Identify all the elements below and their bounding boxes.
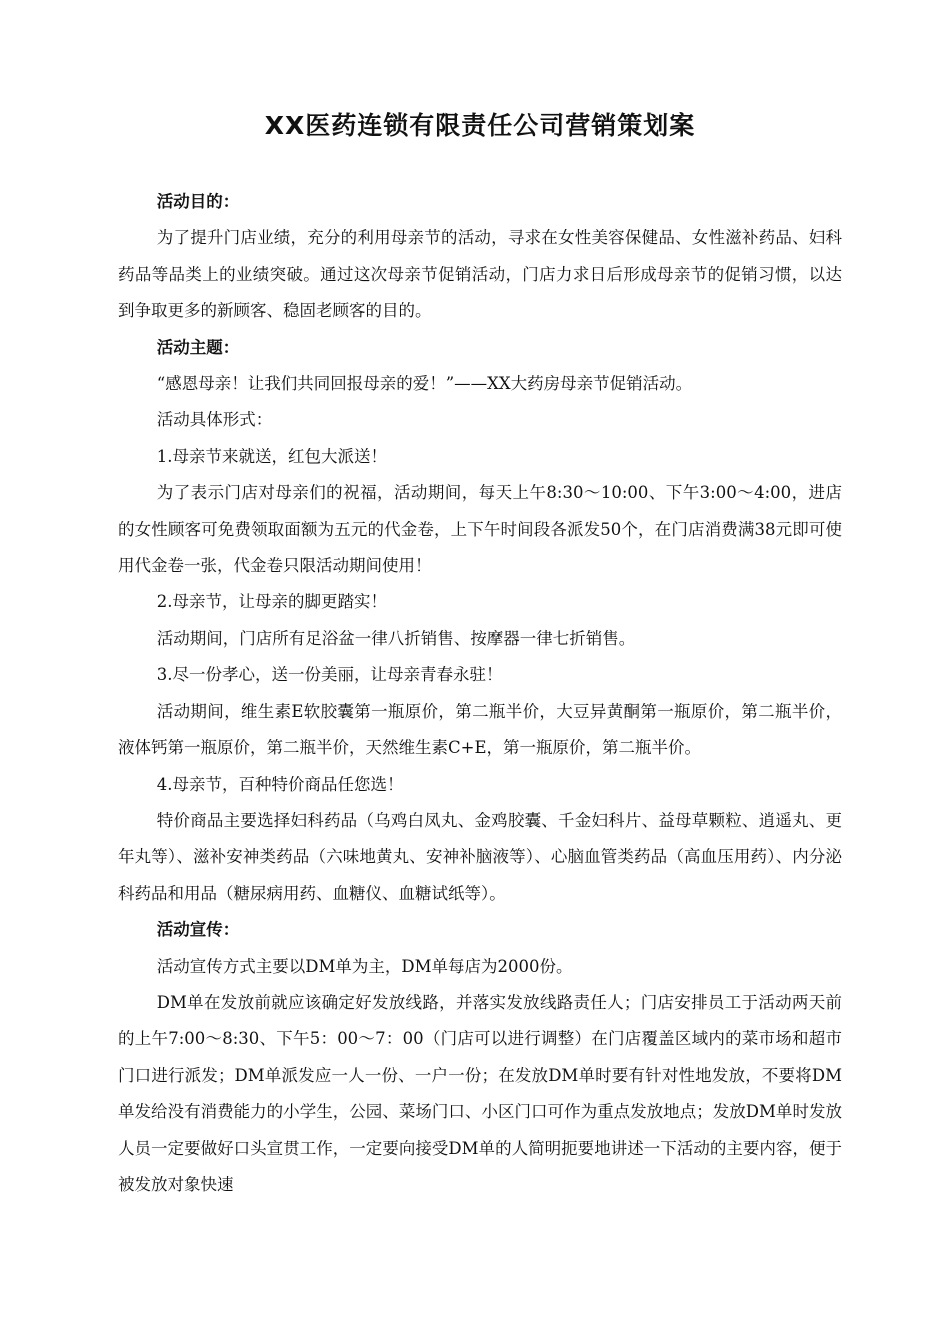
purpose-heading: 活动目的： xyxy=(156,192,240,211)
theme-heading: 活动主题： xyxy=(156,337,240,357)
item2-paragraph: 活动期间，门店所有足浴盆一律八折销售、按摩器一律七折销售。 xyxy=(156,628,636,648)
item1-paragraph: 为了表示门店对母亲们的祝福，活动期间，每天上午8:30～10:00、下午3:00～4:00，进店的女性顾客可免费领取面额为五元的代金卷，上下午时间段各派发50个，在门店消费满38元即可使用代金卷一张，代金卷只限活动期间使用！ xyxy=(118,483,842,576)
document-title: XX医药连锁有限责任公司营销策划案 xyxy=(264,111,696,140)
item3-paragraph: 活动期间，维生素E软胶囊第一瓶原价，第二瓶半价，大豆异黄酮第一瓶原价，第二瓶半价，液体钙第一瓶原价，第二瓶半价，天然维生素C+E，第一瓶原价，第二瓶半价。 xyxy=(118,701,842,758)
document-body xyxy=(118,184,842,1203)
forms-heading: 活动具体形式： xyxy=(156,410,273,430)
promo-paragraph-1: 活动宣传方式主要以DM单为主，DM单每店为2000份。 xyxy=(156,956,573,976)
item1-title: 1.母亲节来就送，红包大派送！ xyxy=(156,446,388,466)
item2-title: 2.母亲节，让母亲的脚更踏实！ xyxy=(156,592,388,612)
item3-title: 3.尽一份孝心，送一份美丽，让母亲青春永驻！ xyxy=(156,665,503,685)
promo-paragraph-2: DM单在发放前就应该确定好发放线路，并落实发放线路责任人；门店安排员工于活动两天前的上午7:00～8:30、下午5：00～7：00（门店可以进行调整）在门店覆盖区域内的菜市场和超市门口进行派发；DM单派发应一人一份、一户一份；在发放DM单时要有针对性地发放，不要将DM单发给没有消费能力的小学生，公园、菜场门口、小区门口可作为重点发放地点；发放DM单时发放人员一定要做好口头宣贯工作，一定要向接受DM单的人简明扼要地讲述一下活动的主要内容，便于被发放对象快速 xyxy=(118,992,842,1194)
item4-title: 4.母亲节，百种特价商品任您选！ xyxy=(156,774,404,794)
item4-paragraph: 特价商品主要选择妇科药品（乌鸡白凤丸、金鸡胶囊、千金妇科片、益母草颗粒、逍遥丸、更年丸等）、滋补安神类药品（六味地黄丸、安神补脑液等）、心脑血管类药品（高血压用药）、内分泌科药品和用品（糖尿病用药、血糖仪、血糖试纸等）。 xyxy=(118,810,842,903)
theme-paragraph: “感恩母亲！让我们共同回报母亲的爱！”——XX大药房母亲节促销活动。 xyxy=(156,374,693,394)
promo-heading: 活动宣传： xyxy=(156,920,240,940)
purpose-paragraph: 为了提升门店业绩，充分的利用母亲节的活动，寻求在女性美容保健品、女性滋补药品、妇科药品等品类上的业绩突破。通过这次母亲节促销活动，门店力求日后形成母亲节的促销习惯，以达到争取更多的新顾客、稳固老顾客的目的。 xyxy=(118,228,842,321)
